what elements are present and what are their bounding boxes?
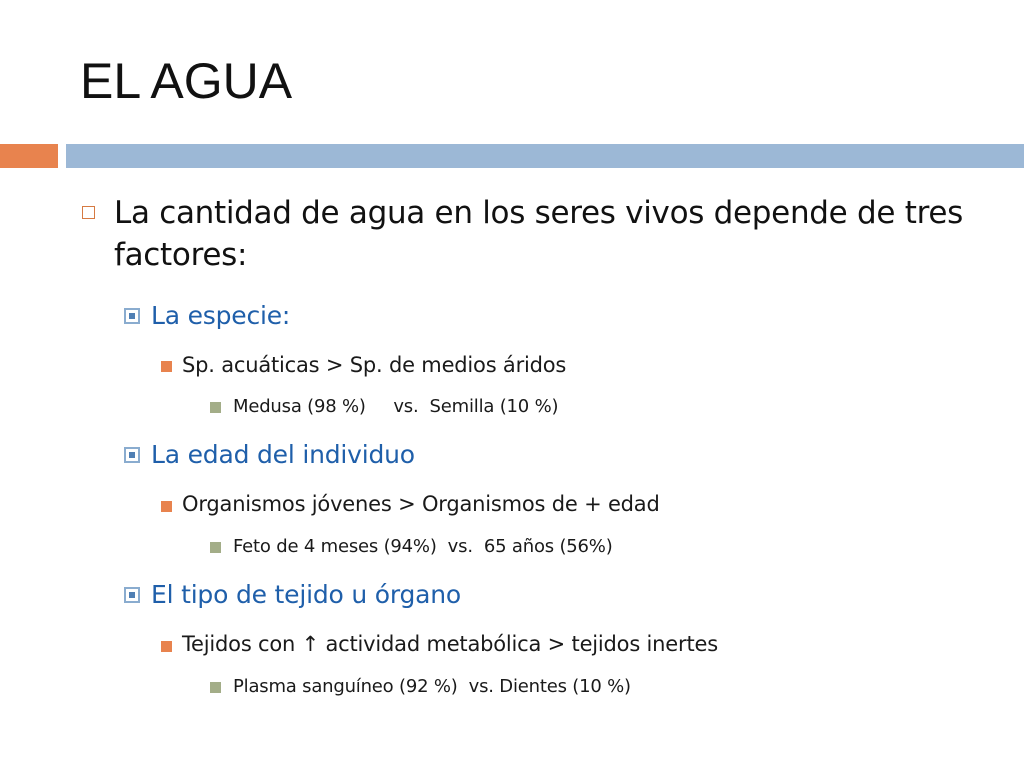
factor-point: Sp. acuáticas > Sp. de medios áridos xyxy=(182,353,567,377)
slide-title: EL AGUA xyxy=(80,53,293,109)
factor-label: La edad del individuo xyxy=(151,440,415,469)
factor-example: Feto de 4 meses (94%) vs. 65 años (56%) xyxy=(233,536,613,557)
factor-point: Organismos jóvenes > Organismos de + edad xyxy=(182,492,660,516)
factor-point: Tejidos con ↑ actividad metabólica > tejidos inertes xyxy=(182,632,718,656)
square-bullet-icon xyxy=(124,308,140,324)
filled-square-bullet-icon xyxy=(210,682,221,693)
factor-label: El tipo de tejido u órgano xyxy=(151,580,461,609)
filled-square-bullet-icon xyxy=(161,641,172,652)
filled-square-bullet-icon xyxy=(210,542,221,553)
square-bullet-icon xyxy=(124,447,140,463)
filled-square-bullet-icon xyxy=(161,361,172,372)
filled-square-bullet-icon xyxy=(210,402,221,413)
intro-text: La cantidad de agua en los seres vivos depende de tres factores: xyxy=(114,195,963,273)
filled-square-bullet-icon xyxy=(161,501,172,512)
factor-example: Plasma sanguíneo (92 %) vs. Dientes (10 %) xyxy=(233,676,631,697)
square-bullet-icon xyxy=(124,587,140,603)
factor-label: La especie: xyxy=(151,301,291,330)
hollow-square-bullet-icon xyxy=(82,206,95,219)
factor-example: Medusa (98 %) vs. Semilla (10 %) xyxy=(233,396,559,417)
